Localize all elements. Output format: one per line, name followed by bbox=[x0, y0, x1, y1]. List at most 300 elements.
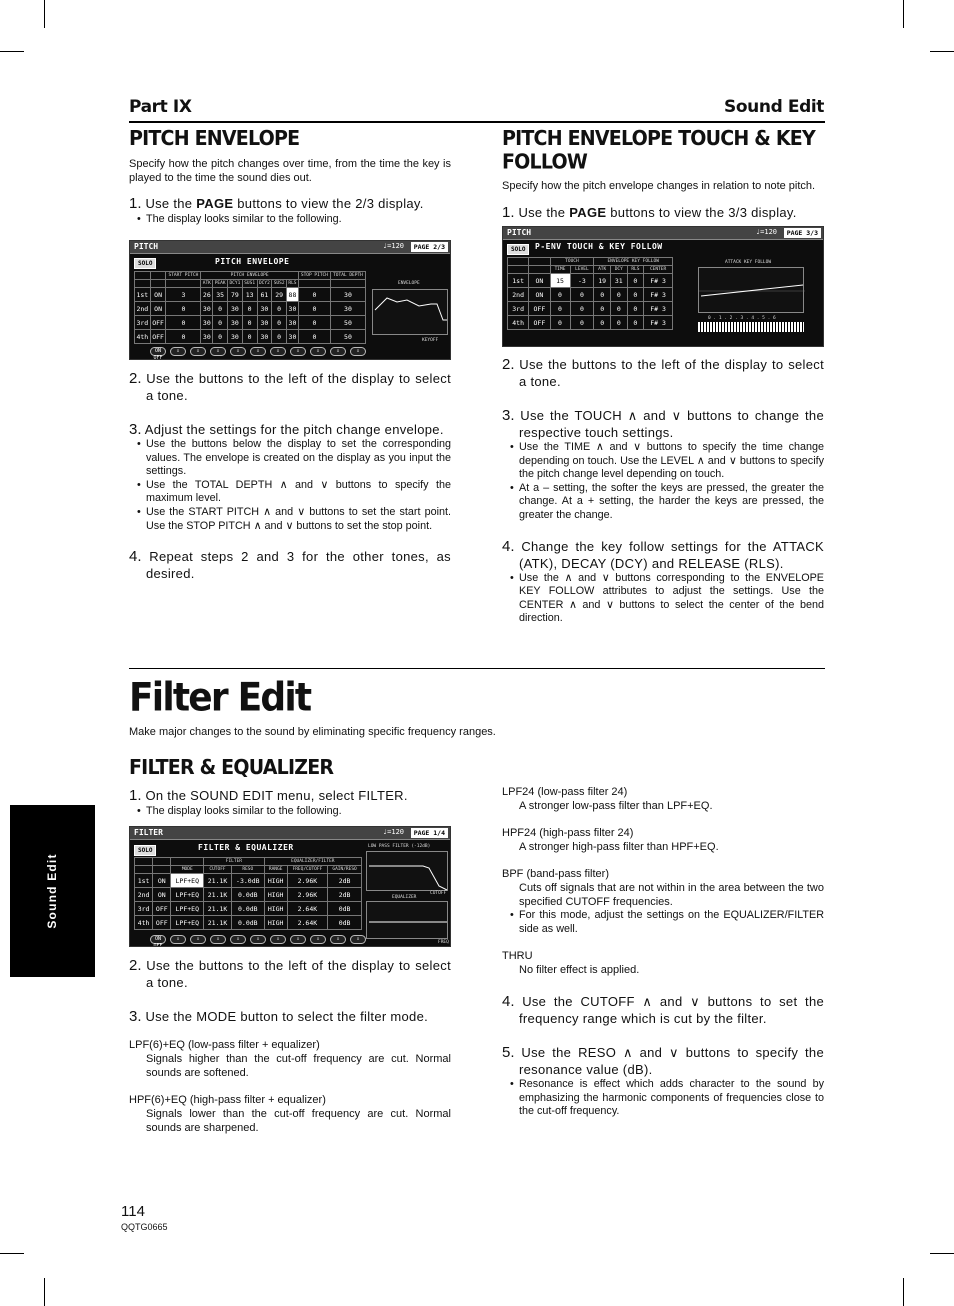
col-stop: STOP PITCH bbox=[298, 272, 330, 280]
touch-key-steps bbox=[502, 356, 824, 626]
cell: -3.0dB bbox=[231, 874, 264, 888]
col-reso: RESO bbox=[231, 866, 264, 874]
step-3 bbox=[129, 1008, 451, 1025]
cell: 21.1K bbox=[204, 874, 232, 888]
cell: 30 bbox=[228, 302, 243, 316]
cell: F# 3 bbox=[644, 316, 673, 330]
tempo: ♩=120 bbox=[382, 242, 404, 250]
filter-edit-title: Filter Edit bbox=[129, 676, 311, 721]
cell: 61 bbox=[257, 288, 272, 302]
cell: 21.1K bbox=[204, 916, 232, 930]
tone-cell[interactable]: 3rd bbox=[135, 316, 151, 330]
intro-text: Specify how the pitch envelope changes in relation to note pitch. bbox=[502, 180, 816, 192]
title-bar bbox=[130, 827, 450, 840]
mode-desc: A stronger low-pass filter than LPF+EQ. bbox=[519, 800, 713, 812]
mode-term: HPF(6)+EQ (high-pass filter + equalizer) bbox=[129, 1094, 326, 1106]
cell: 0 bbox=[610, 302, 627, 316]
col-group-filter: FILTER bbox=[204, 858, 265, 866]
cell: 0 bbox=[272, 316, 287, 330]
step-text: Use the buttons to the left of the display to select a tone. bbox=[519, 357, 824, 389]
cell: 0.0dB bbox=[231, 902, 264, 916]
page-keyword: PAGE bbox=[569, 204, 607, 220]
cell: 0 bbox=[213, 302, 228, 316]
step-2 bbox=[129, 957, 451, 991]
tone-cell[interactable]: 3rd bbox=[135, 902, 153, 916]
low-pass-filter-graph bbox=[366, 851, 448, 891]
cell: 30 bbox=[201, 330, 213, 344]
table-subheader bbox=[135, 280, 366, 288]
cell: 0 bbox=[298, 288, 330, 302]
page-number: 114 bbox=[121, 1203, 145, 1220]
col-dcy: DCY bbox=[610, 266, 627, 274]
col-rls: RLS bbox=[288, 281, 297, 286]
table-header bbox=[135, 272, 366, 280]
cell: 19 bbox=[594, 274, 611, 288]
step-text: On the SOUND EDIT menu, select FILTER. bbox=[145, 788, 408, 803]
up-down-button[interactable]: ⇕ bbox=[230, 935, 246, 944]
step-text: Use the buttons to the left of the display to select a tone. bbox=[146, 371, 451, 403]
pitch-envelope-section bbox=[129, 126, 451, 227]
mode-desc: Signals lower than the cut-off frequency are cut. Normal sounds are sharpened. bbox=[146, 1108, 451, 1134]
up-down-button[interactable]: ⇕ bbox=[350, 935, 366, 944]
step-number: 4. bbox=[502, 993, 515, 1011]
cell: LPF+EQ bbox=[171, 916, 204, 930]
cell: 30 bbox=[287, 316, 299, 330]
on-off-button[interactable]: ON OFF bbox=[150, 935, 166, 944]
envelope-table bbox=[134, 271, 366, 344]
cell: 50 bbox=[330, 330, 365, 344]
up-down-button[interactable]: ⇕ bbox=[330, 935, 346, 944]
mode-term: BPF (band-pass filter) bbox=[502, 868, 609, 880]
table-header bbox=[508, 258, 673, 266]
table-row[interactable] bbox=[135, 316, 366, 330]
section-heading: PITCH ENVELOPE bbox=[129, 127, 300, 151]
up-down-button[interactable]: ⇕ bbox=[210, 347, 226, 356]
cell: OFF bbox=[529, 302, 550, 316]
bullet: • The display looks similar to the following. bbox=[129, 213, 451, 227]
cell: 0 bbox=[570, 316, 594, 330]
table-subheader bbox=[508, 266, 673, 274]
cell: OFF bbox=[529, 316, 550, 330]
table-row[interactable] bbox=[508, 316, 673, 330]
cell: 30 bbox=[257, 316, 272, 330]
cell: 0 bbox=[298, 316, 330, 330]
up-down-button[interactable]: ⇕ bbox=[330, 347, 346, 356]
control-knobs bbox=[150, 935, 366, 947]
cell: 30 bbox=[330, 302, 365, 316]
control-knobs bbox=[150, 347, 366, 360]
cell: 35 bbox=[213, 288, 228, 302]
side-tab-label: Sound Edit bbox=[45, 853, 59, 929]
display-title: P-ENV TOUCH & KEY FOLLOW bbox=[535, 242, 663, 251]
bullet: • Use the ∧ and ∨ buttons corresponding to the ENVELOPE KEY FOLLOW attributes to adjust the settings. Use the CENTER ∧ and ∨ buttons to select the center of the bend direction. bbox=[502, 572, 824, 626]
page-indicator: PAGE 1/4 bbox=[411, 828, 448, 838]
section-divider bbox=[129, 668, 825, 669]
page-indicator: PAGE 2/3 bbox=[411, 242, 448, 252]
bullet: • Use the START PITCH ∧ and ∨ buttons to set the start point. Use the STOP PITCH ∧ and ∨ buttons to set the stop point. bbox=[129, 506, 451, 533]
cell: F# 3 bbox=[644, 288, 673, 302]
crop-mark bbox=[930, 1253, 954, 1254]
step-3 bbox=[502, 407, 824, 441]
up-down-button[interactable]: ⇕ bbox=[270, 935, 286, 944]
cell: 26 bbox=[201, 288, 213, 302]
bullet: • Use the TIME ∧ and ∨ buttons to specify the time change depending on touch. Use the LEVEL ∧ and ∨ buttons to specify the pitch change level depending on touch. bbox=[502, 441, 824, 482]
step-text: Use the MODE button to select the filter mode. bbox=[145, 1009, 429, 1024]
bar-title: PITCH bbox=[134, 242, 159, 251]
step-text: Repeat steps 2 and 3 for the other tones, as desired. bbox=[146, 549, 451, 582]
crop-mark bbox=[903, 1278, 904, 1306]
step-number: 1. bbox=[502, 203, 515, 221]
cell: 31 bbox=[610, 274, 627, 288]
cell: 0 bbox=[213, 330, 228, 344]
col-time: TIME bbox=[550, 266, 570, 274]
cell: 0.0dB bbox=[231, 888, 264, 902]
blank bbox=[330, 280, 365, 288]
tone-cell[interactable]: 1st bbox=[135, 874, 153, 888]
col-start: START PITCH bbox=[166, 272, 201, 280]
cell: 30 bbox=[257, 302, 272, 316]
col-rls: RLS bbox=[627, 266, 644, 274]
cell: 0 bbox=[610, 288, 627, 302]
cell: F# 3 bbox=[644, 274, 673, 288]
page-indicator: PAGE 3/3 bbox=[784, 228, 821, 238]
step-number: 3. bbox=[129, 421, 142, 438]
up-down-button[interactable]: ⇕ bbox=[230, 347, 246, 356]
cell: 30 bbox=[287, 302, 299, 316]
bullet: • For this mode, adjust the settings on the EQUALIZER/FILTER side as well. bbox=[502, 909, 824, 936]
tone-cell[interactable]: 4th bbox=[135, 330, 151, 344]
touch-key-follow-display bbox=[502, 226, 824, 347]
cell: 3 bbox=[166, 288, 201, 302]
up-down-button[interactable]: ⇕ bbox=[250, 347, 266, 356]
graph-footer: KEYOFF bbox=[422, 338, 439, 343]
cell: 30 bbox=[330, 288, 365, 302]
graph-ticks: 0 . 1 . 2 . 3 . 4 . 5 . 6 bbox=[708, 316, 776, 321]
cell: 0 bbox=[550, 288, 570, 302]
cell: HIGH bbox=[264, 874, 287, 888]
blank bbox=[135, 272, 151, 280]
intro-text: Specify how the pitch changes over time, from the time the key is played to the time the sound dies out. bbox=[129, 158, 451, 184]
mode-desc: Signals higher than the cut-off frequency are cut. Normal sounds are softened. bbox=[146, 1053, 451, 1079]
crop-mark bbox=[0, 51, 24, 52]
cell: 0 bbox=[594, 302, 611, 316]
crop-mark bbox=[903, 0, 904, 28]
up-down-button[interactable]: ⇕ bbox=[250, 935, 266, 944]
up-down-button[interactable]: ⇕ bbox=[210, 935, 226, 944]
filter-steps-right bbox=[502, 785, 824, 1119]
col-range: RANGE bbox=[264, 866, 287, 874]
filter-step-1 bbox=[129, 787, 451, 819]
blank bbox=[529, 266, 550, 274]
cell: 79 bbox=[228, 288, 243, 302]
tone-cell[interactable]: 2nd bbox=[135, 302, 151, 316]
cell: F# 3 bbox=[644, 302, 673, 316]
cell: LPF+EQ bbox=[171, 902, 204, 916]
cell: 0dB bbox=[328, 916, 362, 930]
tone-cell[interactable]: 1st bbox=[508, 274, 529, 288]
blank bbox=[508, 266, 529, 274]
col-atk: ATK bbox=[202, 281, 211, 286]
tone-cell[interactable]: 1st bbox=[135, 288, 151, 302]
up-down-button[interactable]: ⇕ bbox=[190, 347, 206, 356]
blank bbox=[298, 280, 330, 288]
tone-cell[interactable]: 2nd bbox=[508, 288, 529, 302]
cell: 0 bbox=[550, 316, 570, 330]
col-mode: MODE bbox=[171, 866, 204, 874]
step-4 bbox=[502, 538, 824, 572]
bullet: • Resonance is effect which adds character to the sound by emphasizing the harmonic components of frequencies close to the cut-off frequency. bbox=[502, 1078, 824, 1119]
step-2 bbox=[502, 356, 824, 390]
tone-cell[interactable]: 4th bbox=[508, 316, 529, 330]
blank bbox=[135, 280, 151, 288]
mode-definition bbox=[502, 785, 824, 813]
cell: 30 bbox=[228, 330, 243, 344]
table-row[interactable] bbox=[135, 916, 362, 930]
mode-desc: No filter effect is applied. bbox=[519, 964, 640, 977]
blank bbox=[153, 858, 171, 866]
part-label: Part IX bbox=[129, 97, 192, 117]
envelope-curve bbox=[373, 290, 449, 336]
step-number: 5. bbox=[502, 1044, 515, 1062]
step-text: Adjust the settings for the pitch change envelope. bbox=[144, 422, 444, 437]
step-text: Use the bbox=[518, 204, 570, 220]
header-rule bbox=[129, 121, 825, 123]
bullet: • At a – setting, the softer the keys are pressed, the greater the change. At a + setting, the harder the keys are pressed, the greater the change. bbox=[502, 482, 824, 523]
step-text: Use the CUTOFF ∧ and ∨ buttons to set the frequency range which is cut by the filter. bbox=[519, 994, 825, 1027]
blank bbox=[171, 858, 204, 866]
col-atk: ATK bbox=[594, 266, 611, 274]
graph-label: EQUALIZER bbox=[392, 895, 417, 900]
table-row[interactable] bbox=[508, 288, 673, 302]
display-title: FILTER & EQUALIZER bbox=[198, 843, 294, 852]
mode-term: THRU bbox=[502, 950, 533, 963]
tone-cell[interactable]: 4th bbox=[135, 916, 153, 930]
cell: 0 bbox=[627, 302, 644, 316]
bullet: • The display looks similar to the following. bbox=[129, 805, 451, 819]
blank bbox=[508, 258, 529, 266]
selected-cell: 15 bbox=[550, 274, 570, 288]
blank bbox=[135, 866, 153, 874]
envelope-graph bbox=[372, 289, 448, 335]
bullet: • Use the buttons below the display to set the corresponding values. The envelope is created on the display as you input the settings. bbox=[129, 438, 451, 479]
col-gain: GAIN/RESO bbox=[328, 866, 362, 874]
cell: 0 bbox=[610, 316, 627, 330]
bullet: • Use the TOTAL DEPTH ∧ and ∨ buttons to specify the maximum level. bbox=[129, 479, 451, 506]
mode-term: LPF(6)+EQ (low-pass filter + equalizer) bbox=[129, 1039, 320, 1051]
table-row[interactable] bbox=[135, 302, 366, 316]
cell: 0 bbox=[272, 330, 287, 344]
col-sus1: SUS1 bbox=[244, 281, 256, 286]
cell: 0 bbox=[298, 302, 330, 316]
col-freq: FREQ/CUTOFF bbox=[287, 866, 328, 874]
mode-definition bbox=[502, 949, 824, 977]
step-number: 3. bbox=[502, 407, 515, 424]
step-number: 2. bbox=[129, 370, 142, 387]
cell: 29 bbox=[272, 288, 287, 302]
solo-button[interactable]: SOLO bbox=[134, 258, 156, 269]
document-code: QQTG0665 bbox=[121, 1222, 168, 1232]
cell: 50 bbox=[330, 316, 365, 330]
step-text: Change the key follow settings for the ATTACK (ATK), DECAY (DCY) and RELEASE (RLS). bbox=[519, 538, 824, 571]
step-1 bbox=[129, 787, 451, 804]
graph-label: LOW PASS FILTER (-12dB) bbox=[368, 844, 431, 849]
col-group: PITCH ENVELOPE bbox=[201, 272, 298, 280]
table-header bbox=[135, 858, 362, 866]
key-follow-line bbox=[699, 268, 805, 314]
table-row[interactable] bbox=[135, 288, 366, 302]
filter-steps-left bbox=[129, 957, 451, 1135]
step-number: 4. bbox=[502, 537, 515, 555]
filter-table bbox=[134, 857, 362, 930]
tone-cell[interactable]: 2nd bbox=[135, 888, 153, 902]
cell: 21.1K bbox=[204, 888, 232, 902]
step-text: buttons to view the 2/3 display. bbox=[233, 196, 424, 211]
cell: HIGH bbox=[264, 888, 287, 902]
crop-mark bbox=[44, 1278, 45, 1306]
up-down-button[interactable]: ⇕ bbox=[290, 347, 306, 356]
pitch-envelope-display bbox=[129, 240, 451, 360]
up-down-button[interactable]: ⇕ bbox=[310, 935, 326, 944]
bar-title: FILTER bbox=[134, 828, 163, 837]
solo-button[interactable]: SOLO bbox=[134, 845, 156, 856]
cell: ON bbox=[529, 274, 550, 288]
table-row[interactable] bbox=[135, 902, 362, 916]
cell: 30 bbox=[287, 330, 299, 344]
cell: LPF+EQ bbox=[171, 888, 204, 902]
filter-intro: Make major changes to the sound by eliminating specific frequency ranges. bbox=[129, 726, 496, 738]
cell: ON bbox=[150, 288, 166, 302]
mode-term: HPF24 (high-pass filter 24) bbox=[502, 827, 634, 839]
table-row[interactable] bbox=[508, 274, 673, 288]
table-row[interactable] bbox=[508, 302, 673, 316]
attack-key-follow-graph bbox=[698, 267, 804, 313]
step-number: 1. bbox=[129, 787, 142, 804]
on-off-button[interactable]: ON OFF bbox=[150, 347, 166, 356]
cell: OFF bbox=[150, 330, 166, 344]
col-total: TOTAL DEPTH bbox=[330, 272, 365, 280]
solo-button[interactable]: SOLO bbox=[507, 244, 529, 255]
mode-desc: Cuts off signals that are not within in the area between the two specified CUTOFF frequencies. bbox=[519, 882, 824, 908]
blank bbox=[150, 280, 166, 288]
cell: 0 bbox=[627, 316, 644, 330]
blank bbox=[135, 858, 153, 866]
up-down-button[interactable]: ⇕ bbox=[310, 347, 326, 356]
cell: 2.64K bbox=[287, 902, 328, 916]
step-1 bbox=[502, 204, 824, 221]
mode-term: LPF24 (low-pass filter 24) bbox=[502, 786, 628, 798]
col-sus2: SUS2 bbox=[273, 281, 285, 286]
cell: ON bbox=[153, 888, 171, 902]
cell: HIGH bbox=[264, 916, 287, 930]
cell: 2dB bbox=[328, 874, 362, 888]
cell: 0 bbox=[594, 316, 611, 330]
mode-definition bbox=[502, 826, 824, 854]
step-number: 3. bbox=[129, 1008, 142, 1025]
graph-footer: CUTOFF bbox=[430, 891, 447, 896]
table-subheader bbox=[135, 866, 362, 874]
up-down-button[interactable]: ⇕ bbox=[350, 347, 366, 356]
page-keyword: PAGE bbox=[196, 196, 234, 211]
up-down-button[interactable]: ⇕ bbox=[170, 935, 186, 944]
cell: 0 bbox=[166, 302, 201, 316]
col-level: LEVEL bbox=[570, 266, 594, 274]
pitch-envelope-steps bbox=[129, 370, 451, 582]
title-bar bbox=[130, 241, 450, 254]
graph-footer: FREQ bbox=[438, 940, 449, 945]
up-down-button[interactable]: ⇕ bbox=[170, 347, 186, 356]
selected-cell: LPF+EQ bbox=[171, 874, 204, 888]
cell: 0 bbox=[550, 302, 570, 316]
up-down-button[interactable]: ⇕ bbox=[270, 347, 286, 356]
crop-mark bbox=[44, 0, 45, 28]
section-label: Sound Edit bbox=[724, 97, 824, 117]
tone-cell[interactable]: 3rd bbox=[508, 302, 529, 316]
cell: 0 bbox=[166, 330, 201, 344]
graph-label: ENVELOPE bbox=[398, 281, 420, 286]
table-row[interactable] bbox=[135, 888, 362, 902]
step-text: Use the TOUCH ∧ and ∨ buttons to change the respective touch settings. bbox=[519, 408, 824, 440]
cell: 30 bbox=[257, 330, 272, 344]
col-group-kf: ENVELOPE KEY FOLLOW bbox=[594, 258, 673, 266]
cell: 0 bbox=[627, 288, 644, 302]
cell: 0 bbox=[298, 330, 330, 344]
step-text: Use the RESO ∧ and ∨ buttons to specify the resonance value (dB). bbox=[519, 1045, 824, 1078]
step-4 bbox=[129, 548, 451, 582]
col-dcy2: DCY2 bbox=[258, 281, 270, 286]
blank bbox=[150, 272, 166, 280]
display-title: PITCH ENVELOPE bbox=[215, 257, 290, 266]
step-4 bbox=[502, 993, 824, 1027]
cell: OFF bbox=[153, 902, 171, 916]
mode-desc: A stronger high-pass filter than HPF+EQ. bbox=[519, 841, 719, 853]
table-row[interactable] bbox=[135, 874, 362, 888]
mode-definition bbox=[129, 1038, 451, 1080]
cell: 0 bbox=[242, 302, 257, 316]
cell: 21.1K bbox=[204, 902, 232, 916]
filter-curve bbox=[367, 852, 449, 892]
cell: 0 bbox=[570, 288, 594, 302]
table-row[interactable] bbox=[135, 330, 366, 344]
equalizer-graph bbox=[366, 901, 448, 939]
mode-definition bbox=[129, 1093, 451, 1135]
cell: 0 bbox=[272, 302, 287, 316]
step-number: 2. bbox=[129, 957, 142, 974]
filter-heading: FILTER & EQUALIZER bbox=[129, 756, 334, 780]
cell: 2.64K bbox=[287, 916, 328, 930]
blank bbox=[529, 258, 550, 266]
cell: OFF bbox=[153, 916, 171, 930]
step-1 bbox=[129, 195, 451, 212]
cell: 0 bbox=[242, 330, 257, 344]
blank bbox=[153, 866, 171, 874]
cell: -3 bbox=[570, 274, 594, 288]
col-dcy1: DCY1 bbox=[229, 281, 241, 286]
cell: 0dB bbox=[328, 902, 362, 916]
cell: 0 bbox=[627, 274, 644, 288]
bar-title: PITCH bbox=[507, 228, 532, 237]
cell: OFF bbox=[150, 316, 166, 330]
cell: ON bbox=[529, 288, 550, 302]
step-2 bbox=[129, 370, 451, 404]
step-text: Use the bbox=[145, 196, 197, 211]
cell: 0.0dB bbox=[231, 916, 264, 930]
blank bbox=[166, 280, 201, 288]
cell: 0 bbox=[570, 302, 594, 316]
cell: 0 bbox=[594, 288, 611, 302]
up-down-button[interactable]: ⇕ bbox=[190, 935, 206, 944]
cell: HIGH bbox=[264, 902, 287, 916]
up-down-button[interactable]: ⇕ bbox=[290, 935, 306, 944]
